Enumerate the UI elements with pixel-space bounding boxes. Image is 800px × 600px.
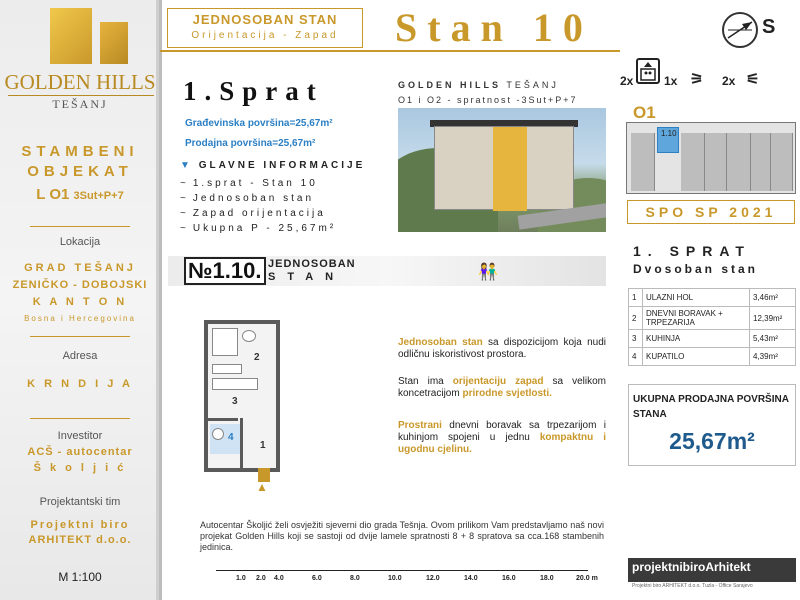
building-render bbox=[398, 108, 606, 232]
main-info-list bbox=[180, 178, 336, 238]
location-line-2: ZENIČKO - DOBOJSKI bbox=[12, 279, 148, 291]
scale-label: M 1:100 bbox=[58, 570, 102, 584]
project-city: TEŠANJ bbox=[506, 80, 559, 90]
plan-room-2: 2 bbox=[254, 352, 260, 363]
unit-number: №1.10. bbox=[184, 257, 266, 285]
divider bbox=[30, 336, 130, 337]
compass-icon bbox=[722, 12, 758, 48]
table-row bbox=[629, 330, 796, 348]
apartment-floor-plan bbox=[198, 312, 286, 488]
net-area: Prodajna površina=25,67m² bbox=[185, 138, 316, 149]
scale-tick: 14.0 bbox=[464, 575, 478, 582]
list-item-text: Zapad orijentacija bbox=[192, 208, 326, 219]
tilde-icon: ~ bbox=[180, 178, 189, 189]
project-name-bold: GOLDEN HILLS bbox=[398, 80, 501, 90]
scale-tick: 20.0 m bbox=[576, 575, 598, 582]
team-line-2: ARHITEKT d.o.o. bbox=[28, 534, 132, 546]
rooms-table bbox=[628, 288, 796, 366]
header-unit-type: JEDNOSOBAN STAN bbox=[192, 12, 338, 27]
object-code bbox=[0, 186, 160, 203]
description-highlight: Prostrani bbox=[398, 420, 442, 431]
mini-floor-plan bbox=[626, 122, 796, 194]
scale-tick: 10.0 bbox=[388, 575, 402, 582]
description-3 bbox=[398, 420, 606, 456]
spo-badge: SPO SP 2021 bbox=[627, 200, 795, 224]
scale-tick: 4.0 bbox=[274, 575, 284, 582]
tilde-icon: ~ bbox=[180, 193, 189, 204]
gross-area: Građevinska površina=25,67m² bbox=[185, 118, 333, 129]
description-highlight: prirodne svjetlosti. bbox=[462, 388, 552, 399]
golden-hills-logo-icon bbox=[50, 8, 130, 64]
logo-city: TEŠANJ bbox=[52, 97, 108, 111]
description-text: sa velikom koncetracijom bbox=[398, 376, 606, 399]
list-item-text: 1.sprat - Stan 10 bbox=[192, 178, 318, 189]
team-label: Projektantski tim bbox=[39, 496, 121, 508]
divider bbox=[30, 226, 130, 227]
header-orientation: Orijentacija - Zapad bbox=[191, 30, 339, 41]
stairs-icon: ⚞ bbox=[690, 71, 704, 88]
compass-letter: S bbox=[762, 16, 776, 38]
address-value: K R N D I J A bbox=[27, 378, 133, 390]
table-subtitle: Dvosoban stan bbox=[633, 262, 759, 276]
scale-tick: 1.0 bbox=[236, 575, 246, 582]
investor-label: Investitor bbox=[57, 430, 103, 442]
location-line-3: K A N T O N bbox=[32, 296, 128, 308]
description-text: dnevni boravak sa trpezarijom i kuhinjom spojeni u jednu bbox=[398, 420, 606, 443]
ramp-icon: ⚟ bbox=[746, 71, 760, 88]
plan-room-3: 3 bbox=[232, 396, 238, 407]
brand-footer-small: Projektni biro ARHITEKT d.o.o. Tuzla - Office Sarajevo bbox=[632, 583, 753, 589]
investor-line-2: Š k o l j i ć bbox=[33, 462, 127, 474]
block-label: O1 bbox=[633, 103, 656, 122]
location-label: Lokacija bbox=[59, 236, 101, 248]
total-label: UKUPNA PRODAJNA POVRŠINA STANA bbox=[633, 394, 789, 420]
people-icon: 👫 bbox=[478, 264, 498, 281]
address-label: Adresa bbox=[62, 350, 98, 362]
logo-divider bbox=[8, 95, 154, 96]
entrance-arrow-icon: ▲ bbox=[256, 480, 268, 494]
location-line-1: GRAD TEŠANJ bbox=[24, 262, 136, 274]
list-item bbox=[180, 178, 336, 193]
plan-room-4: 4 bbox=[228, 432, 234, 443]
tilde-icon: ~ bbox=[180, 223, 189, 234]
list-item bbox=[180, 223, 336, 238]
room-no: 1 bbox=[629, 289, 643, 307]
list-item bbox=[180, 208, 336, 223]
sidebar bbox=[0, 0, 160, 600]
scale-tick: 16.0 bbox=[502, 575, 516, 582]
description-highlight: orijentaciju zapad bbox=[452, 376, 544, 387]
header-underline bbox=[160, 50, 620, 52]
room-name: KUHINJA bbox=[643, 330, 750, 348]
plan-room-1: 1 bbox=[260, 440, 266, 451]
list-item-text: Ukupna P - 25,67m² bbox=[192, 223, 337, 234]
description-highlight: kompaktnu i ugodnu cjelinu. bbox=[398, 432, 606, 455]
description-2 bbox=[398, 376, 606, 400]
unit-type-line-2: STAN bbox=[268, 271, 346, 283]
table-row bbox=[629, 348, 796, 366]
list-item-text: Jednosoban stan bbox=[192, 193, 315, 204]
object-code-label: L O1 bbox=[36, 186, 70, 203]
location-country: Bosna i Hercegovina bbox=[24, 314, 136, 323]
brand-footer-name: projektnibiroArhitekt bbox=[632, 560, 751, 574]
highlighted-unit-label: 1.10 bbox=[661, 129, 677, 138]
chevron-down-icon: ▼ bbox=[180, 160, 199, 171]
scale-tick: 18.0 bbox=[540, 575, 554, 582]
object-title: STAMBENI OBJEKAT bbox=[21, 143, 139, 180]
total-value: 25,67m² bbox=[669, 428, 755, 454]
logo-brand-name: GOLDEN HILLS bbox=[4, 70, 156, 94]
list-item bbox=[180, 193, 336, 208]
room-name: ULAZNI HOL bbox=[643, 289, 750, 307]
elevator-icon bbox=[636, 58, 660, 84]
room-area: 12,39m² bbox=[750, 307, 796, 330]
room-area: 5,43m² bbox=[750, 330, 796, 348]
scale-tick: 2.0 bbox=[256, 575, 266, 582]
room-name: KUPATILO bbox=[643, 348, 750, 366]
main-info-title-text: GLAVNE INFORMACIJE bbox=[198, 160, 366, 171]
scale-tick: 8.0 bbox=[350, 575, 360, 582]
room-no: 3 bbox=[629, 330, 643, 348]
table-title: 1. SPRAT bbox=[633, 243, 751, 259]
description-highlight: Jednosoban stan bbox=[398, 337, 483, 348]
room-no: 2 bbox=[629, 307, 643, 330]
project-name bbox=[398, 80, 559, 90]
ramp-count: 2x bbox=[722, 74, 736, 88]
scale-bar bbox=[216, 570, 588, 571]
room-name: DNEVNI BORAVAK + TRPEZARIJA bbox=[643, 307, 750, 330]
room-area: 4,39m² bbox=[750, 348, 796, 366]
description-text: sa dispozicijom koja nudi odličnu iskoristivost prostora. bbox=[398, 337, 606, 360]
page-title: Stan 10 bbox=[395, 5, 593, 50]
floor-title: 1.Sprat bbox=[183, 76, 324, 106]
investor-line-1: ACŠ - autocentar bbox=[27, 446, 133, 458]
room-area: 3,46m² bbox=[750, 289, 796, 307]
elevator-count: 2x bbox=[620, 74, 634, 88]
project-blocks: O1 i O2 - spratnost -3Sut+P+7 bbox=[398, 95, 578, 105]
main-info-title bbox=[180, 160, 365, 171]
object-code-floors: 3Sut+P+7 bbox=[73, 190, 124, 202]
scale-tick: 12.0 bbox=[426, 575, 440, 582]
table-row bbox=[629, 289, 796, 307]
stair-count: 1x bbox=[664, 74, 678, 88]
scale-tick: 6.0 bbox=[312, 575, 322, 582]
description-1 bbox=[398, 337, 606, 361]
description-text: Stan ima bbox=[398, 376, 453, 387]
tilde-icon: ~ bbox=[180, 208, 189, 219]
room-no: 4 bbox=[629, 348, 643, 366]
table-row bbox=[629, 307, 796, 330]
divider bbox=[30, 418, 130, 419]
footer-text: Autocentar Školjić želi osvježiti sjeverni dio grada Tešnja. Ovom prilikom Vam predstavljamo naš novi projekat Golden Hills koji se sastoji od dvije lamele spratnosti 8 + 8 spratova sa cca.168 stambenih jedinica. bbox=[200, 520, 604, 552]
team-line-1: Projektni biro bbox=[30, 519, 130, 531]
unit-type-line-1: JEDNOSOBAN bbox=[268, 258, 356, 270]
